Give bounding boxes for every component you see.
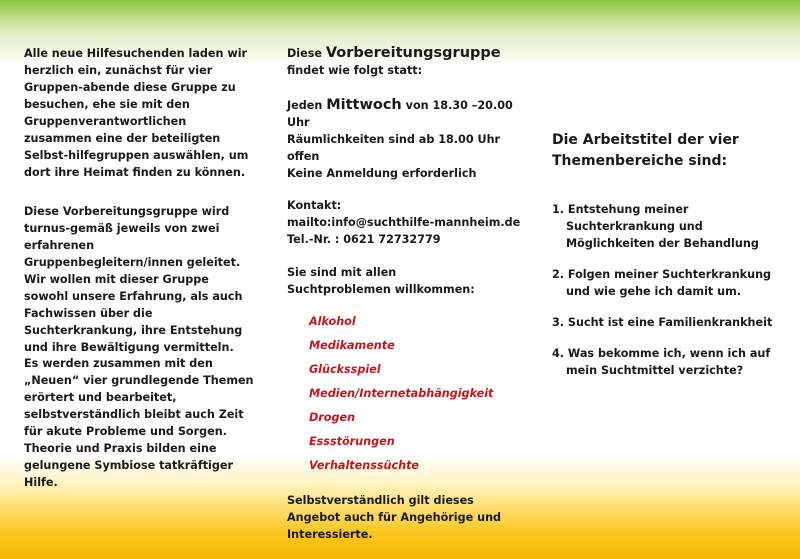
list-item: Alkohol (309, 315, 356, 328)
right-column (552, 130, 782, 379)
middle-column (287, 45, 527, 478)
no-registration-note: Keine Anmeldung erforderlich (287, 167, 477, 180)
list-item: Drogen (309, 411, 356, 424)
list-item: Verhaltenssüchte (309, 459, 420, 472)
list-item: Medikamente (309, 339, 395, 352)
topic-item: 4. Was bekomme ich, wenn ich auf mein Suchtmittel verzichte? (552, 347, 771, 377)
intro-paragraph: Alle neue Hilfesuchenden laden wir herzlich ein, zunächst für vier Gruppen-abende diese Gruppe zu besuchen, ehe sie mit den Gruppenverantwortlichen zusammen eine der beteiligten Selbst-hilfegruppen auswählen, um dort ihre Heimat finden zu können. (24, 47, 249, 179)
left-column (24, 45, 256, 181)
topics-intro-paragraph: Es werden zusammen mit den „Neuen“ vier grundlegende Themen erörtert und bearbeitet, selbstverständlich bleibt auch Zeit für akute Probleme und Sorgen. Theorie und Praxis bilden eine gelungene Symbiose tatkräftiger Hilfe. (24, 357, 254, 489)
addiction-list (309, 310, 527, 478)
left-column-3 (24, 355, 256, 491)
footer-note: Selbstverständlich gilt dieses Angebot auch für Angehörige und Interessierte. (287, 494, 502, 541)
list-item: Essstörungen (309, 435, 395, 448)
group-description-paragraph: Diese Vorbereitungsgruppe wird turnus-gemäß jeweils von zwei erfahrenen Gruppenbegleitern/innen geleitet. Wir wollen mit dieser Gruppe sowohl unsere Erfahrung, als auch Fachwissen über die Suchterkrankung, ihre Entstehung und ihre Bewältigung vermitteln. (24, 205, 243, 354)
middle-footer (287, 492, 527, 543)
topics-list (552, 201, 782, 379)
welcome-text: Sie sind mit allen Suchtproblemen willkommen: (287, 266, 475, 296)
left-column-2 (24, 203, 256, 356)
room-hours: Räumlichkeiten sind ab 18.00 Uhr offen (287, 133, 501, 163)
contact-email-link[interactable]: mailto:info@suchthilfe-mannheim.de (287, 216, 521, 229)
group-name: Vorbereitungsgruppe (325, 45, 501, 61)
group-intro: Diese Vorbereitungsgruppe findet wie folgt statt: (287, 45, 501, 77)
schedule: Jeden Mittwoch von 18.30 –20.00 Uhr Räumlichkeiten sind ab 18.00 Uhr offen Keine Anmeldung erforderlich (287, 97, 513, 180)
weekday: Mittwoch (326, 97, 402, 113)
list-item: Medien/Internetabhängigkeit (309, 387, 494, 400)
topic-item: 2. Folgen meiner Suchterkrankung und wie gehe ich damit um. (552, 268, 772, 298)
list-item: Glücksspiel (309, 363, 381, 376)
topic-item: 3. Sucht ist eine Familienkrankheit (552, 316, 773, 329)
contact-block (287, 197, 527, 248)
topics-heading: Die Arbeitstitel der vier Themenbereiche sind: (552, 132, 739, 169)
contact-label: Kontakt: (287, 199, 342, 212)
contact-phone: Tel.-Nr. : 0621 72732779 (287, 233, 441, 246)
topic-item: 1. Entstehung meiner Suchterkrankung und Möglichkeiten der Behandlung (552, 203, 759, 250)
